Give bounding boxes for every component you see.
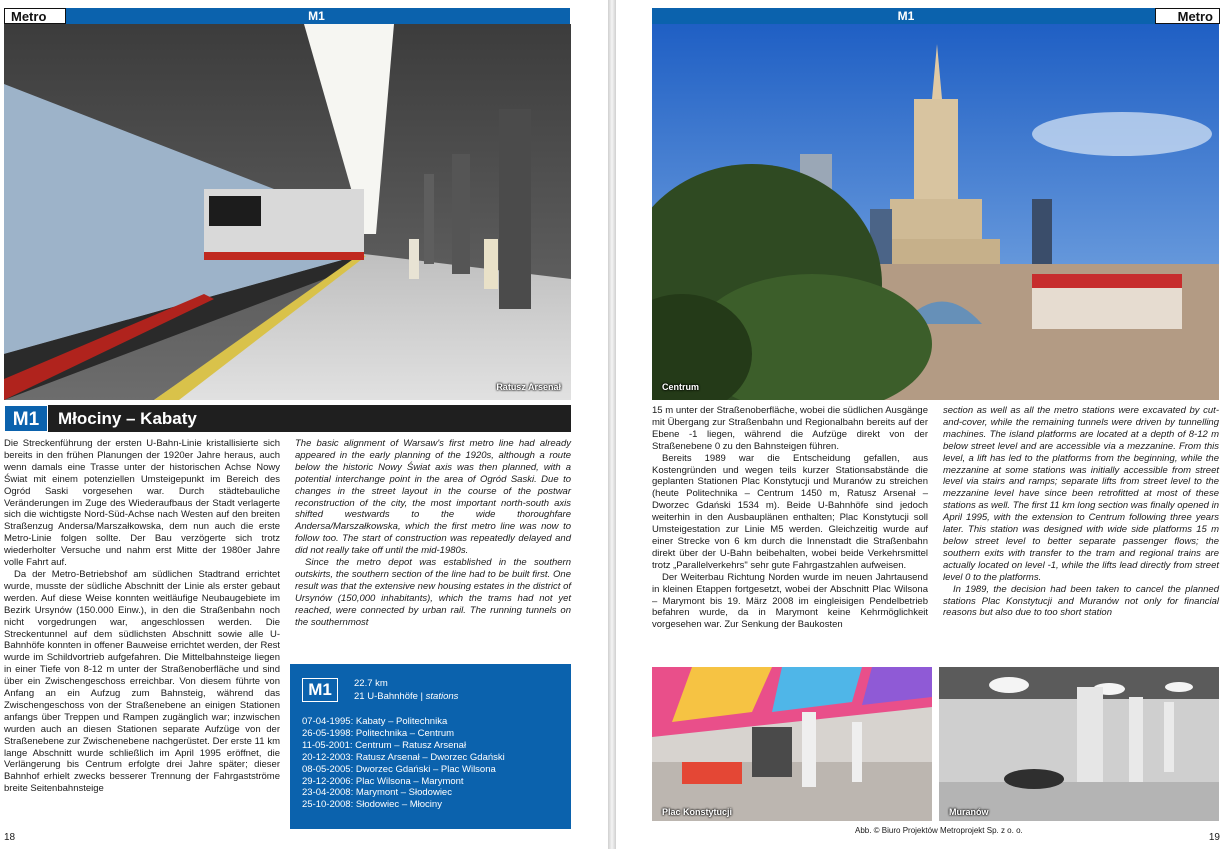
station-platform-photo xyxy=(4,24,571,400)
german-paragraph: Die Streckenführung der ersten U-Bahn-Linie kristallisierte sich bereits in den frühen Planungen der 1920er Jahre heraus, auch wenn damals eine Trasse unter der historischen Achse Nowy Świat mit einem potenziellen Umsteigepunkt im Bereich des Ogród Saski vorgesehen war. Durch städtebauliche Veränderungen im Zuge des Wiederaufbaus der Stadt verlagerte sich die wichtigste Nord-Süd-Achse nach Westen auf den breiten Straßenzug Andersa/Marszałkowska, dem nun auch die erste Metro-Linie folgen sollte. Der Bau verzögerte sich trotz wiederholter Versuche und nahm erst Mitte der 1980er Jahre volle Fahrt auf. xyxy=(4,438,280,569)
german-paragraph: Der Weiterbau Richtung Norden wurde im neuen Jahrtausend in kleinen Etappen fortgesetzt, wobei der Abschnitt Plac Wilsona – Marymont bis 19. März 2008 im eingleisigen Pendelbetrieb befahren wurde, da in Marymont keine Kehrmöglichkeit vorgesehen war. Zur Senkung der Baukosten xyxy=(652,571,928,631)
german-text-column xyxy=(4,438,280,795)
opening-date-item: 26-05-1998: Politechnika – Centrum xyxy=(302,727,455,739)
english-paragraph: In 1989, the decision had been taken to cancel the planned stations Plac Konstytucji and Muranów not only for financial reasons but also due to too short station xyxy=(943,583,1219,619)
opening-date-item: 08-05-2005: Dworzec Gdański – Plac Wilsona xyxy=(302,763,496,775)
left-page xyxy=(0,0,608,849)
photo-caption-ratusz: Ratusz Arsenał xyxy=(496,382,561,392)
line-header-label: M1 xyxy=(308,9,325,23)
m1-line-badge: M1 xyxy=(4,405,48,432)
section-title-bar xyxy=(4,405,571,432)
opening-date-item: 11-05-2001: Centrum – Ratusz Arsenał xyxy=(302,739,467,751)
station-count xyxy=(354,691,458,702)
photo-caption-plac-konstytucji: Plac Konstytucji xyxy=(662,807,733,817)
line-header-bar xyxy=(63,8,570,24)
palace-of-culture-photo xyxy=(652,24,1219,400)
book-gutter xyxy=(608,0,616,849)
line-header-label: M1 xyxy=(897,9,915,23)
metro-header-tag: Metro xyxy=(1155,8,1220,24)
german-paragraph: Da der Metro-Betriebshof am südlichen Stadtrand errichtet wurde, musste der südliche Abschnitt der Linie als erster gebaut werden. Auf diese Weise konnten weitläufige Neubaugebiete im Bezirk Ursynów (150.000 Einw.), in den die Straßenbahn noch nicht vorgedrungen war, angeschlossen werden. Die Streckentunnel auf dem südlichsten Abschnitt sowie alle U-Bahnhöfe konnten in offener Bauweise errichtet werden, der Rest wurde im Schildvortrieb aufgefahren. Die Mittelbahnsteige liegen in einer Tiefe von 8-12 m unter der Straßenoberfläche und sind über ein Zwischengeschoss erreichbar. Von diesem führte von Anfang an ein Aufzug zum Bahnsteig, während das Zwischengeschoss von der Straßenebene an einigen Stationen anfangs über Treppen und Rampen zugänglich war; inzwischen wurden auch an diesen Stationen separate Aufzüge von der Straßenebene zur Zwischenebene nachgerüstet. Der erste 11 km lange Abschnitt wurde schließlich im April 1995 eröffnet, die Verlängerung bis Centrum erfolgte drei Jahre später; dieser Bahnhof erhielt zwecks besserer Trennung der Fahrgastströme breite Seitenbahnsteige xyxy=(4,568,280,795)
opening-date-item: 07-04-1995: Kabaty – Politechnika xyxy=(302,716,448,727)
photo-credit: Abb. © Biuro Projektów Metroprojekt Sp. z o. o. xyxy=(855,826,1023,835)
photo-caption-centrum: Centrum xyxy=(662,382,700,392)
english-paragraph: section as well as all the metro stations were excavated by cut-and-cover, while the remaining tunnels were driven by tunnelling machines. The island platforms are located at a depth of 8-12 m below street level and are accessible via a mezzanine. From this level, a lift has led to the platforms from the beginning, while the mezzanine at some stations was initially accessible from street level via stairs and ramps; separate lifts from street level to the mezzanine level have since been retrofitted at most of these stations as well. The first 11 km long section was finally opened in April 1995, with the extension to Centrum following three years later. This station was designed with wide side platforms 15 m below street level to better separate passenger flows; the southern exits with transfer to the tram and regional trains are actually located on level -1, while the lifts lead directly from street level 0 to the platforms. xyxy=(943,405,1219,583)
english-text-column xyxy=(943,405,1219,619)
right-page xyxy=(616,0,1224,849)
line-length: 22.7 km xyxy=(354,678,388,689)
german-paragraph: 15 m unter der Straßenoberfläche, wobei die südlichen Ausgänge mit Übergang zur Straßenbahn und Regionalbahn bereits auf der Ebene -1 liegen, während die Aufzüge direkt von der Straßenebene 0 zu den Bahnsteigen führen. xyxy=(652,405,928,452)
metro-header-tag: Metro xyxy=(4,8,66,24)
english-paragraph: The basic alignment of Warsaw's first metro line had already appeared in the early planning of the 1920s, although a route below the historic Nowy Świat axis was then planned, with a potential interchange point in the area of Ogród Saski. Due to changes in the street layout in the course of the postwar reconstruction of the city, the most important north-south axis shifted westwards to the wide thoroughfare Andersa/Marszałkowska, which the first metro line was now to follow too. The start of construction was repeatedly delayed and did not really take off until the mid-1980s. xyxy=(295,438,571,557)
opening-date-item: 29-12-2006: Plac Wilsona – Marymont xyxy=(302,775,464,787)
line-info-box xyxy=(290,664,571,829)
german-paragraph: Bereits 1989 war die Entscheidung gefallen, aus Kostengründen und wegen teils kurzer Stationsabstände die geplanten Stationen Plac Konstytucji und Muranów zu streichen (heute Politechnika – Centrum 1450 m, Ratusz Arsenał – Dworzec Gdański 1534 m). Beide U-Bahnhöfe sind jedoch weiterhin in den Ausbauplänen enthalten; Plac Konstytucji soll Umsteigestation zur Linie M5 werden. Gleichzeitig wurde auf einer Strecke von 6 km durch die Innenstadt die Straßenbahn direkt über der U-Bahn beibehalten, wobei beide Verkehrsmittel trotz „Parallelverkehrs" sehr gute Fahrgastzahlen aufweisen. xyxy=(652,452,928,571)
photo-caption-muranow: Muranów xyxy=(949,807,989,817)
opening-date-item: 20-12-2003: Ratusz Arsenał – Dworzec Gdański xyxy=(302,751,505,763)
muranow-photo xyxy=(939,667,1219,821)
english-text-column xyxy=(295,438,571,629)
station-count-en: stations xyxy=(425,691,459,702)
info-box-line-badge: M1 xyxy=(302,678,338,702)
english-paragraph: Since the metro depot was established in the southern outskirts, the southern section of the line had to be built first. One result was that the extensive new housing estates in the district of Ursynów (150,000 inhabitants), which the trams had not yet reached, were connected by urban rail. The running tunnels on the southernmost xyxy=(295,557,571,628)
line-header-bar xyxy=(652,8,1160,24)
german-text-column xyxy=(652,405,928,631)
opening-date-item: 25-10-2008: Słodowiec – Młociny xyxy=(302,799,442,811)
opening-dates-list xyxy=(302,716,505,811)
plac-konstytucji-photo xyxy=(652,667,932,821)
opening-date-item: 23-04-2008: Marymont – Słodowiec xyxy=(302,787,452,799)
page-number-right: 19 xyxy=(1208,832,1220,843)
station-count-de: 21 U-Bahnhöfe | xyxy=(354,691,424,702)
section-title: Młociny – Kabaty xyxy=(58,409,197,428)
page-number-left: 18 xyxy=(4,832,16,843)
